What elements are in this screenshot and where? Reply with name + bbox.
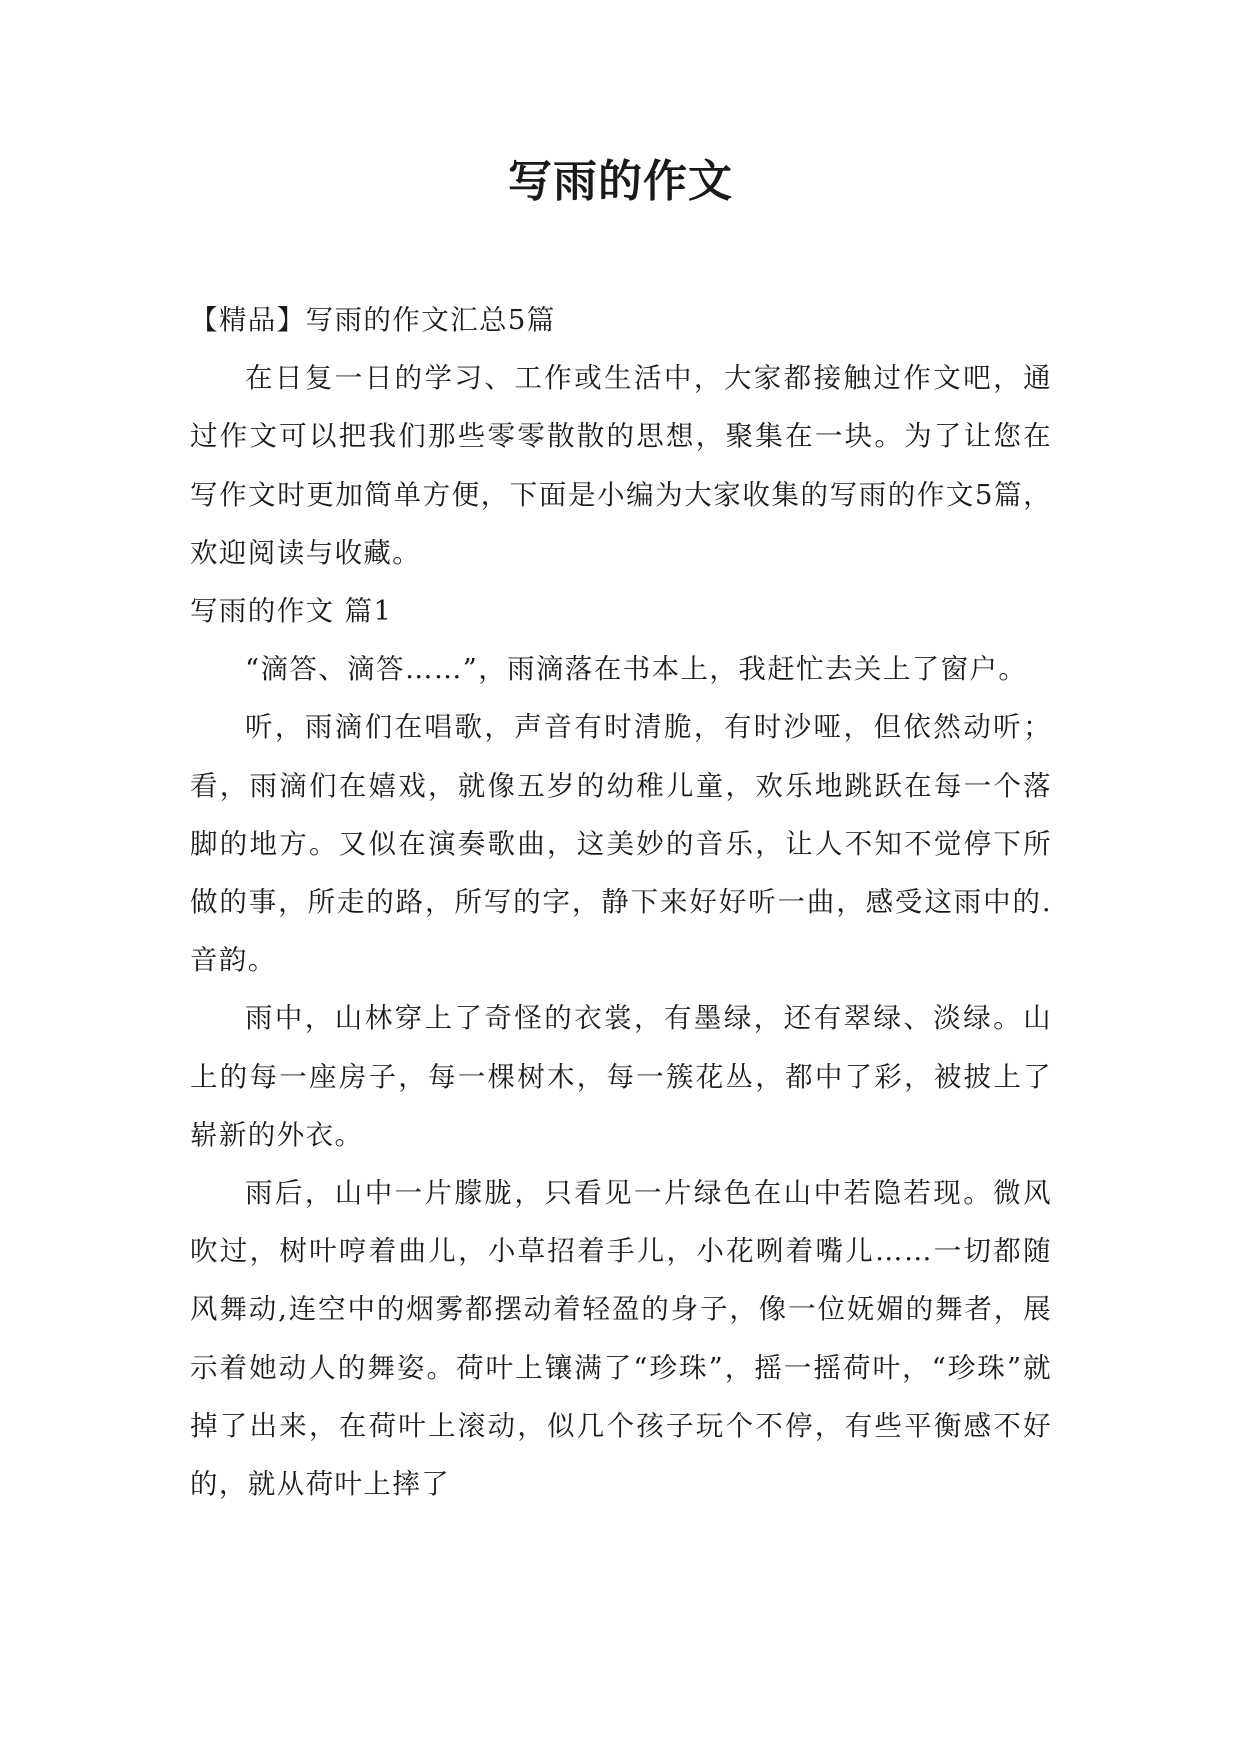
paragraph: “滴答、滴答……”，雨滴落在书本上，我赶忙去关上了窗户。 [245, 653, 1028, 686]
document-title: 写雨的作文 [508, 156, 733, 207]
paragraph: 听，雨滴们在唱歌，声音有时清脆，有时沙哑，但依然动听；看，雨滴们在嬉戏，就像五岁的幼稚儿童，欢乐地跳跃在每一个落脚的地方。又似在演奏歌曲，这美妙的音乐，让人不知不觉停下所做的事，所走的路，所写的字，静下来好好听一曲，感受这雨中的.音韵。 [190, 711, 1052, 977]
section-heading: 写雨的作文 篇1 [190, 595, 393, 628]
intro-paragraph: 在日复一日的学习、工作或生活中，大家都接触过作文吧，通过作文可以把我们那些零零散散的思想，聚集在一块。为了让您在写作文时更加简单方便，下面是小编为大家收集的写雨的作文5篇，欢迎阅读与收藏。 [190, 362, 1052, 569]
paragraph: 雨后，山中一片朦胧，只看见一片绿色在山中若隐若现。微风吹过，树叶哼着曲儿，小草招着手儿，小花咧着嘴儿……一切都随风舞动,连空中的烟雾都摆动着轻盈的身子，像一位妩媚的舞者，展示着她动人的舞姿。荷叶上镶满了“珍珠”，摇一摇荷叶，“珍珠”就掉了出来，在荷叶上滚动，似几个孩子玩个不停，有些平衡感不好的，就从荷叶上摔了 [190, 1177, 1052, 1501]
paragraph: 雨中，山林穿上了奇怪的衣裳，有墨绿，还有翠绿、淡绿。山上的每一座房子，每一棵树木，每一簇花丛，都中了彩，被披上了崭新的外衣。 [190, 1002, 1052, 1151]
document-subtitle: 【精品】写雨的作文汇总5篇 [190, 304, 556, 336]
document-body [190, 291, 1052, 1513]
